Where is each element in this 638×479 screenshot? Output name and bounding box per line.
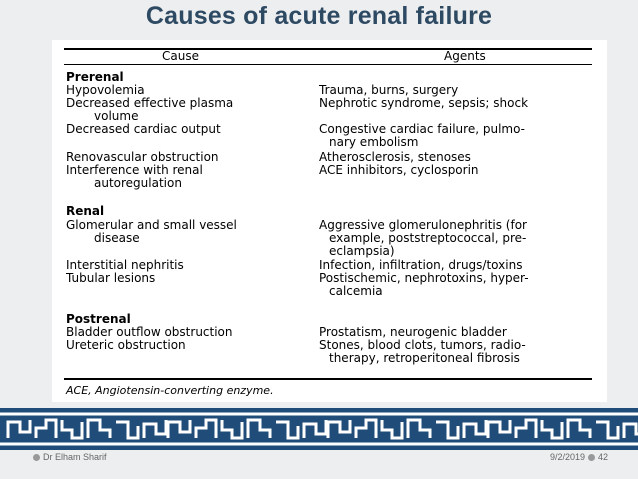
- agent-cell: Atherosclerosis, stenoses: [319, 150, 471, 164]
- agent-cell: nary embolism: [329, 135, 419, 149]
- cause-cell: Renovascular obstruction: [66, 150, 219, 164]
- slide-title: Causes of acute renal failure: [145, 2, 493, 30]
- footer-date: 9/2/2019: [549, 452, 585, 462]
- cause-cell: Hypovolemia: [66, 83, 145, 97]
- agent-cell: Trauma, burns, surgery: [319, 83, 459, 97]
- table-top-rule: [64, 48, 592, 50]
- bullet-dot-icon: [588, 454, 595, 461]
- geometric-pattern: [0, 408, 638, 450]
- section-renal: Renal: [66, 204, 105, 218]
- decorative-pattern-band: [0, 408, 638, 450]
- footer-author-text: Dr Elham Sharif: [43, 452, 107, 462]
- agent-cell: example, poststreptococcal, pre-: [329, 231, 527, 245]
- cause-cell: disease: [94, 231, 140, 245]
- agent-cell: Postischemic, nephrotoxins, hyper-: [319, 271, 529, 285]
- header-agents: Agents: [444, 49, 486, 63]
- header-cause: Cause: [162, 49, 199, 63]
- cause-cell: Decreased cardiac output: [66, 122, 221, 136]
- page-number: 42: [597, 452, 608, 462]
- cause-cell: Glomerular and small vessel: [66, 218, 237, 232]
- cause-cell: Decreased effective plasma: [66, 96, 234, 110]
- agent-cell: therapy, retroperitoneal fibrosis: [329, 351, 520, 365]
- section-prerenal: Prerenal: [66, 70, 124, 84]
- section-postrenal: Postrenal: [66, 312, 131, 326]
- agent-cell: Stones, blood clots, tumors, radio-: [319, 338, 526, 352]
- footer-author: [30, 452, 107, 462]
- agent-cell: eclampsia): [329, 244, 395, 258]
- cause-cell: Ureteric obstruction: [66, 338, 186, 352]
- footer-date-page: [550, 452, 608, 462]
- cause-cell: autoregulation: [94, 176, 182, 190]
- cause-cell: Bladder outflow obstruction: [66, 325, 233, 339]
- table-bottom-rule: [64, 378, 592, 380]
- cause-cell: Interstitial nephritis: [66, 258, 184, 272]
- agent-cell: calcemia: [329, 284, 383, 298]
- table-image: [52, 40, 607, 402]
- table-footnote: ACE, Angiotensin-converting enzyme.: [66, 384, 274, 397]
- agent-cell: Nephrotic syndrome, sepsis; shock: [319, 96, 529, 110]
- table-header-rule: [64, 64, 592, 65]
- bullet-dot-icon: [33, 454, 40, 461]
- agent-cell: Aggressive glomerulonephritis (for: [319, 218, 527, 232]
- cause-cell: volume: [94, 109, 139, 123]
- agent-cell: Infection, infiltration, drugs/toxins: [319, 258, 523, 272]
- cause-cell: Interference with renal: [66, 163, 203, 177]
- agent-cell: Prostatism, neurogenic bladder: [319, 325, 507, 339]
- cause-cell: Tubular lesions: [66, 271, 156, 285]
- agent-cell: Congestive cardiac failure, pulmo-: [319, 122, 525, 136]
- agent-cell: ACE inhibitors, cyclosporin: [319, 163, 479, 177]
